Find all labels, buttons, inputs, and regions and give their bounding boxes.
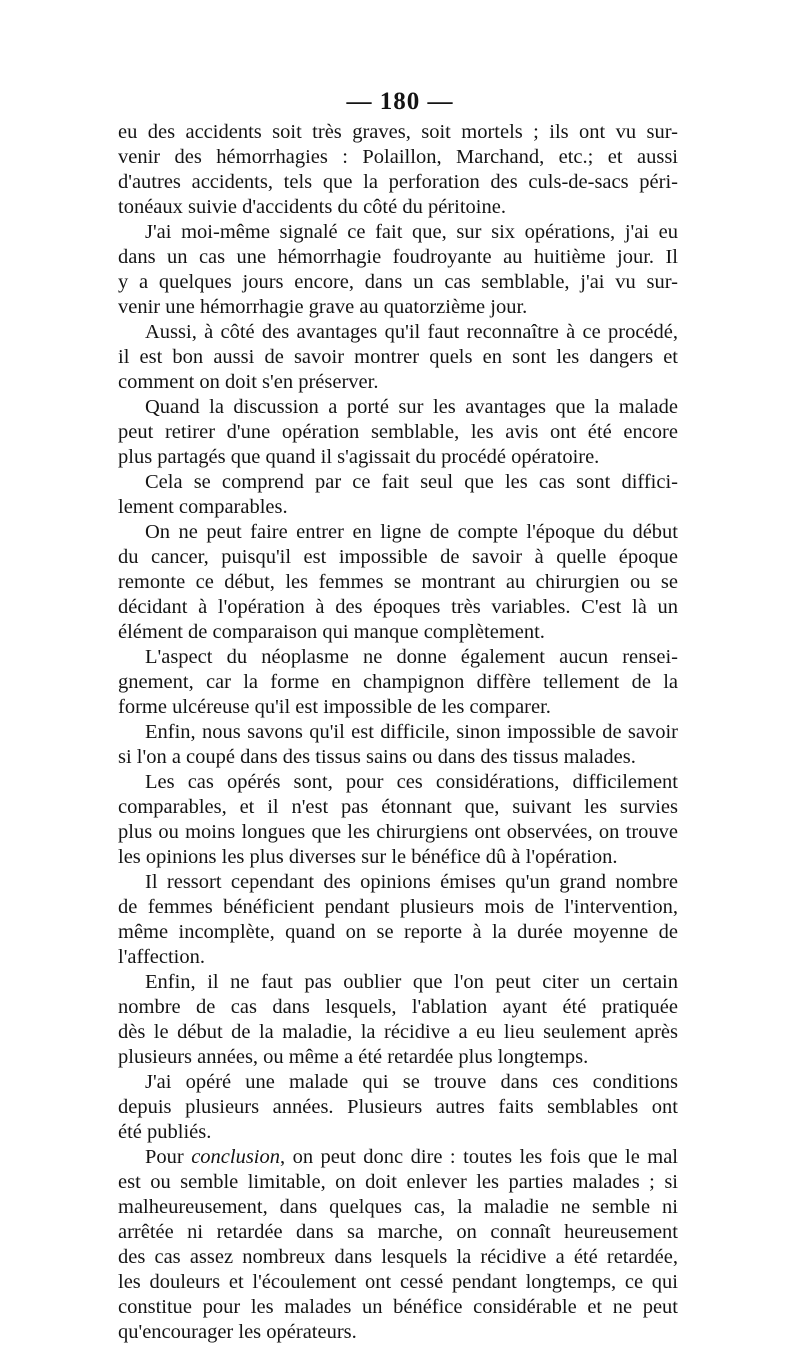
text-line: il est bon aussi de savoir montrer quels en sont les dangers et xyxy=(118,346,678,368)
text-line: J'ai moi-même signalé ce fait que, sur six opérations, j'ai eu xyxy=(145,221,678,243)
text-line-conclusion xyxy=(118,1145,678,1170)
text-line: élément de comparaison qui manque complètement. xyxy=(118,621,545,643)
text-line: y a quelques jours encore, dans un cas semblable, j'ai vu sur- xyxy=(118,271,678,293)
text-line: malheureusement, dans quelques cas, la maladie ne semble ni xyxy=(118,1196,678,1218)
text-line: plusieurs années, ou même a été retardée plus longtemps. xyxy=(118,1046,589,1068)
text-line: peut retirer d'une opération semblable, les avis ont été encore xyxy=(118,421,678,443)
text-line: lement comparables. xyxy=(118,496,288,518)
text-line: de femmes bénéficient pendant plusieurs mois de l'intervention, xyxy=(118,896,678,918)
text-line: dès le début de la maladie, la récidive a eu lieu seulement après xyxy=(118,1021,678,1043)
text-line: arrêtée ni retardée dans sa marche, on connaît heureusement xyxy=(118,1221,678,1243)
text-line: décidant à l'opération à des époques très variables. C'est là un xyxy=(118,596,678,618)
text-line: eu des accidents soit très graves, soit mortels ; ils ont vu sur- xyxy=(118,121,678,143)
text-line: est ou semble limitable, on doit enlever les parties malades ; si xyxy=(118,1171,678,1193)
text-line: On ne peut faire entrer en ligne de compte l'époque du début xyxy=(145,521,678,543)
text-line: les opinions les plus diverses sur le bénéfice dû à l'opération. xyxy=(118,846,618,868)
text-line: depuis plusieurs années. Plusieurs autres faits semblables ont xyxy=(118,1096,678,1118)
text-line: gnement, car la forme en champignon diffère tellement de la xyxy=(118,671,678,693)
text-line: qu'encourager les opérateurs. xyxy=(118,1321,357,1343)
text-line: Aussi, à côté des avantages qu'il faut reconnaître à ce procédé, xyxy=(145,321,678,343)
text-line: Cela se comprend par ce fait seul que les cas sont diffici- xyxy=(145,471,678,493)
text-line: les douleurs et l'écoulement ont cessé pendant longtemps, ce qui xyxy=(118,1271,678,1293)
page-number: — 180 — xyxy=(346,88,454,115)
text-line: Enfin, nous savons qu'il est difficile, sinon impossible de savoir xyxy=(145,721,678,743)
text-line: venir une hémorrhagie grave au quatorzième jour. xyxy=(118,296,528,318)
text-line: nombre de cas dans lesquels, l'ablation ayant été pratiquée xyxy=(118,996,678,1018)
text-line: venir des hémorrhagies : Polaillon, Marchand, etc.; et aussi xyxy=(118,146,678,168)
body-text xyxy=(118,120,678,1345)
text-line: si l'on a coupé dans des tissus sains ou dans des tissus malades. xyxy=(118,746,636,768)
text-line: même incomplète, quand on se reporte à la durée moyenne de xyxy=(118,921,678,943)
text-line: J'ai opéré une malade qui se trouve dans ces conditions xyxy=(145,1071,678,1093)
text-line: d'autres accidents, tels que la perforation des culs-de-sacs péri- xyxy=(118,171,678,193)
emphasis-conclusion: conclusion xyxy=(191,1146,281,1168)
text-line: Enfin, il ne faut pas oublier que l'on peut citer un certain xyxy=(145,971,678,993)
text-line: remonte ce début, les femmes se montrant au chirurgien ou se xyxy=(118,571,678,593)
text-line: comparables, et il n'est pas étonnant que, suivant les survies xyxy=(118,796,678,818)
text-line: constitue pour les malades un bénéfice considérable et ne peut xyxy=(118,1296,678,1318)
text-line: du cancer, puisqu'il est impossible de savoir à quelle époque xyxy=(118,546,678,568)
text-line: Il ressort cependant des opinions émises qu'un grand nombre xyxy=(145,871,678,893)
text-line: dans un cas une hémorrhagie foudroyante au huitième jour. Il xyxy=(118,246,678,268)
text-line: plus ou moins longues que les chirurgiens ont observées, on trouve xyxy=(118,821,678,843)
text-line: L'aspect du néoplasme ne donne également aucun rensei- xyxy=(145,646,678,668)
text-line: Quand la discussion a porté sur les avantages que la malade xyxy=(145,396,678,418)
text-line: tonéaux suivie d'accidents du côté du péritoine. xyxy=(118,196,506,218)
text-fragment: Pour xyxy=(145,1146,192,1168)
text-line: comment on doit s'en préserver. xyxy=(118,371,379,393)
text-line: été publiés. xyxy=(118,1121,212,1143)
text-line: Les cas opérés sont, pour ces considérations, difficilement xyxy=(145,771,678,793)
text-line: plus partagés que quand il s'agissait du procédé opératoire. xyxy=(118,446,600,468)
text-fragment: , on peut donc dire : toutes les fois que le mal xyxy=(280,1146,678,1168)
text-line: forme ulcéreuse qu'il est impossible de les comparer. xyxy=(118,696,551,718)
text-line: des cas assez nombreux dans lesquels la récidive a été retardée, xyxy=(118,1246,678,1268)
text-line: l'affection. xyxy=(118,946,205,968)
